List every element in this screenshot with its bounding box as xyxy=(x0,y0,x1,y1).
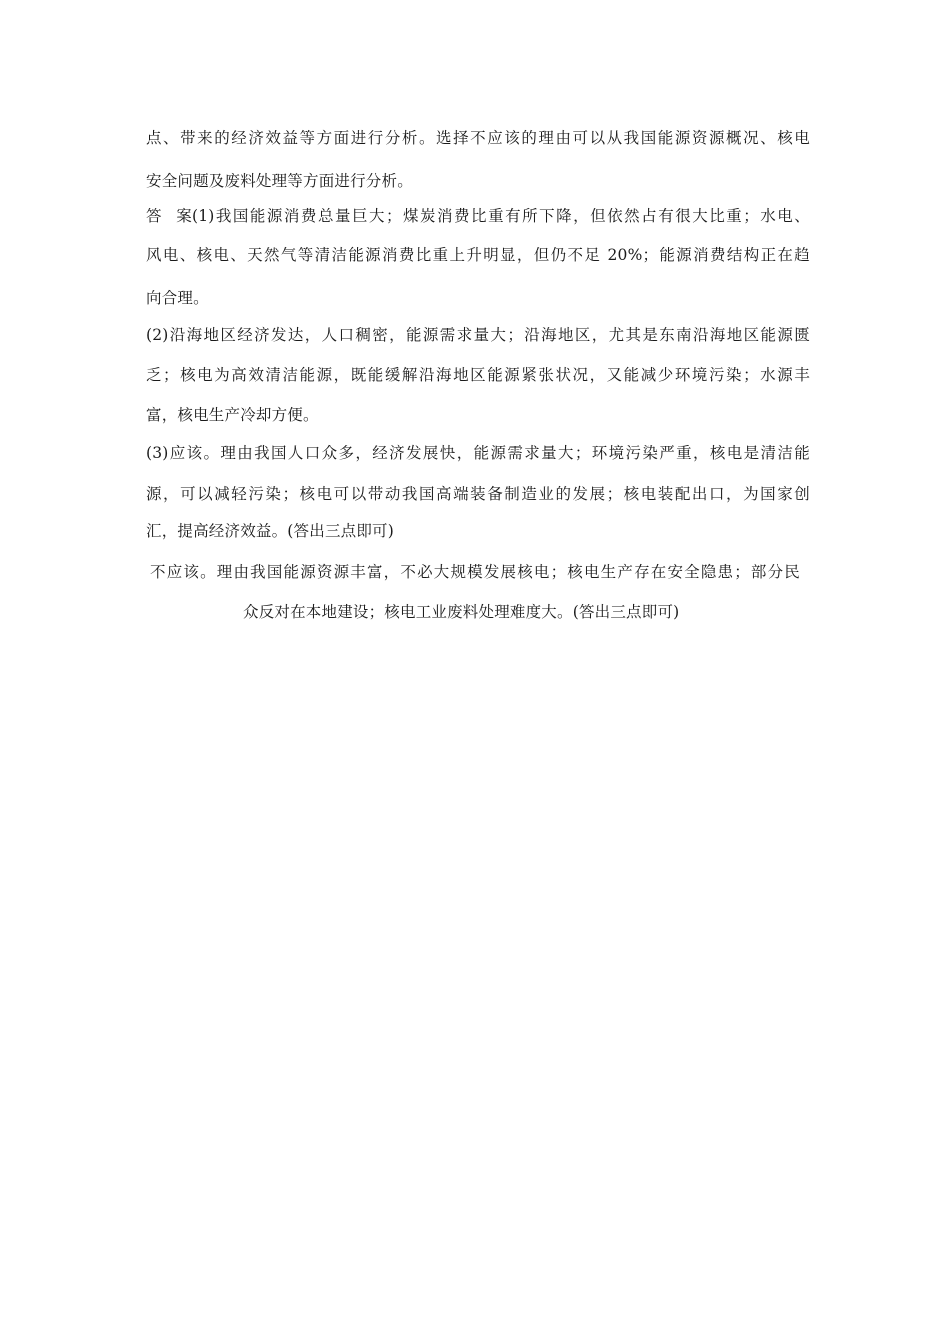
paragraph-line: 风电、核电、天然气等清洁能源消费比重上升明显，但仍不足 20%；能源消费结构正在趋 xyxy=(146,246,810,264)
paragraph-line: 向合理。 xyxy=(146,289,209,307)
paragraph-line: 汇，提高经济效益。(答出三点即可) xyxy=(146,522,394,540)
answer-label: 答案 xyxy=(146,207,192,225)
answer-line xyxy=(146,206,810,226)
paragraph-line: 安全问题及废料处理等方面进行分析。 xyxy=(146,172,413,190)
paragraph-line: 源，可以减轻污染；核电可以带动我国高端装备制造业的发展；核电装配出口，为国家创 xyxy=(146,485,810,503)
paragraph-line: (2)沿海地区经济发达，人口稠密，能源需求量大；沿海地区，尤其是东南沿海地区能源匮 xyxy=(146,326,810,344)
paragraph-line: 乏；核电为高效清洁能源，既能缓解沿海地区能源紧张状况，又能减少环境污染；水源丰 xyxy=(146,366,810,384)
paragraph-line: 不应该。理由我国能源资源丰富，不必大规模发展核电；核电生产存在安全隐患；部分民 xyxy=(150,563,800,581)
paragraph-line: (3)应该。理由我国人口众多，经济发展快，能源需求量大；环境污染严重，核电是清洁能 xyxy=(146,444,810,462)
paragraph-line: 点、带来的经济效益等方面进行分析。选择不应该的理由可以从我国能源资源概况、核电 xyxy=(146,129,810,147)
answer-text: (1)我国能源消费总量巨大；煤炭消费比重有所下降，但依然占有很大比重；水电、 xyxy=(192,207,810,225)
paragraph-line: 富，核电生产冷却方便。 xyxy=(146,406,319,424)
paragraph-line: 众反对在本地建设；核电工业废料处理难度大。(答出三点即可) xyxy=(243,603,680,621)
